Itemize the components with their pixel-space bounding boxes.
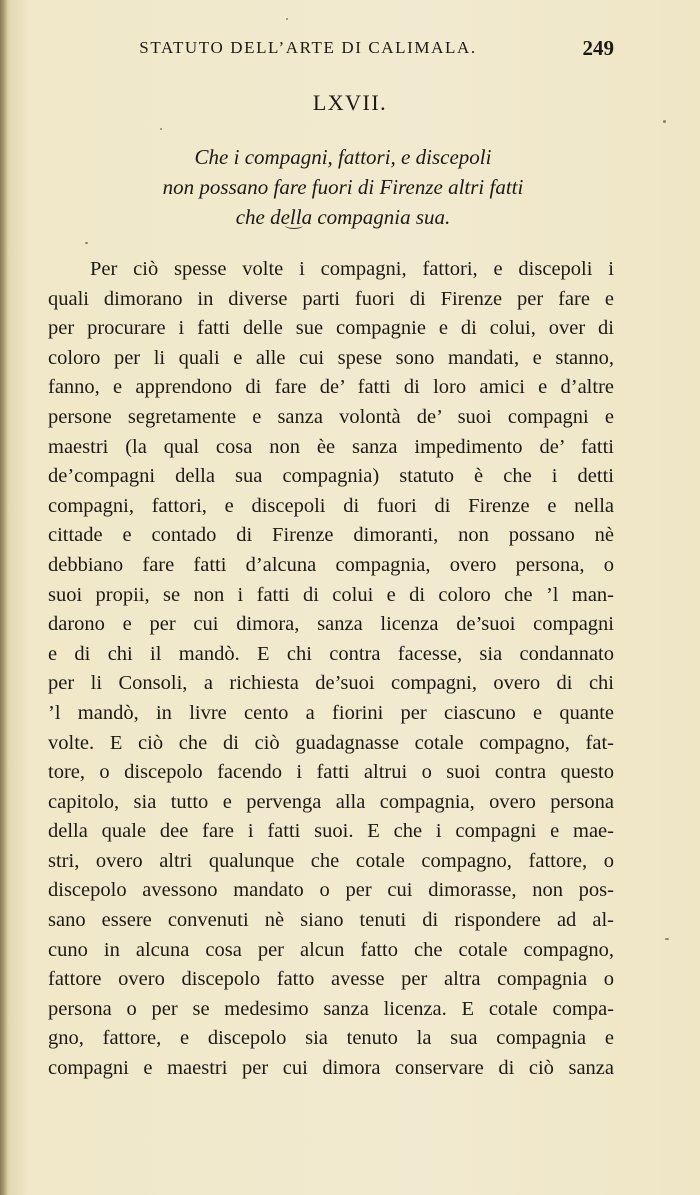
text-line: darono e per cui dimora, sanza licenza de’suoi compagni [48, 613, 614, 636]
paper-speck [286, 18, 288, 20]
text-line: sano essere convenuti nè siano tenuti di rispondere ad al- [48, 909, 614, 932]
text-line: fattore overo discepolo fatto avesse per altra compagnia o [48, 968, 614, 991]
text-line: per li Consoli, a richiesta de’suoi compagni, overo di chi [48, 672, 614, 695]
text-line: suoi propii, se non i fatti di colui e di coloro che ’l man- [48, 583, 614, 606]
paper-speck [663, 120, 666, 123]
text-line: persone segretamente e sanza volontà de’ suoi compagni e [48, 405, 614, 428]
paper-speck [665, 938, 669, 940]
text-line: debbiano fare fatti d’alcuna compagnia, overo persona, o [48, 553, 614, 576]
running-head [48, 36, 614, 66]
text-line: coloro per li quali e alle cui spese sono mandati, e stanno, [48, 346, 614, 369]
ornament-mark [285, 222, 303, 229]
chapter-heading [100, 142, 586, 232]
chapter-number: LXVII. [312, 90, 388, 115]
text-line: gno, fattore, e discepolo sia tenuto la sua compagnia e [48, 1027, 614, 1050]
text-line: cuno in alcuna cosa per alcun fatto che cotale compagno, [48, 938, 614, 961]
text-line: stri, overo altri qualunque che cotale compagno, fattore, o [48, 849, 614, 872]
text-line: per procurare i fatti delle sue compagnie e di colui, over di [48, 317, 614, 340]
paper-speck [85, 242, 88, 244]
text-line: capitolo, sia tutto e pervenga alla compagnia, overo persona [48, 790, 614, 813]
paper-speck [160, 128, 162, 130]
gutter-shadow [0, 0, 8, 1195]
page-number: 249 [582, 36, 614, 60]
text-line: volte. E ciò che di ciò guadagnasse cotale compagno, fat- [48, 731, 614, 754]
text-line: della quale dee fare i fatti suoi. E che i compagni e mae- [48, 820, 614, 843]
running-title: STATUTO DELL’ARTE DI CALIMALA. [139, 38, 477, 57]
text-line: compagni e maestri per cui dimora conservare di ciò sanza [48, 1057, 614, 1080]
text-line: Per ciò spesse volte i compagni, fattori, e discepoli i [90, 258, 614, 280]
text-line: ’l mandò, in livre cento a fiorini per ciascuno e quante [48, 701, 614, 724]
text-line: tore, o discepolo facendo i fatti altrui o suoi contra questo [48, 761, 614, 784]
heading-line: Che i compagni, fattori, e discepoli [194, 145, 492, 169]
text-line: discepolo avessono mandato o per cui dimorasse, non pos- [48, 879, 614, 902]
text-line: persona o per se medesimo sanza licenza. E cotale compa- [48, 997, 614, 1020]
text-line: cittade e contado di Firenze dimoranti, non possano nè [48, 524, 614, 547]
text-line: fanno, e apprendono di fare de’ fatti di loro amici e d’altre [48, 376, 614, 399]
text-line: compagni, fattori, e discepoli di fuori di Firenze e nella [48, 494, 614, 517]
text-line: de’compagni della sua compagnia) statuto è che i detti [48, 465, 614, 488]
heading-line: non possano fare fuori di Firenze altri fatti [162, 175, 524, 199]
heading-line: che della compagnia sua. [235, 205, 451, 229]
body-text [48, 255, 614, 1084]
text-line: maestri (la qual cosa non èe sanza impedimento de’ fatti [48, 435, 614, 458]
text-line: e di chi il mandò. E chi contra facesse, sia condannato [48, 642, 614, 665]
text-line: quali dimorano in diverse parti fuori di Firenze per fare e [48, 287, 614, 310]
